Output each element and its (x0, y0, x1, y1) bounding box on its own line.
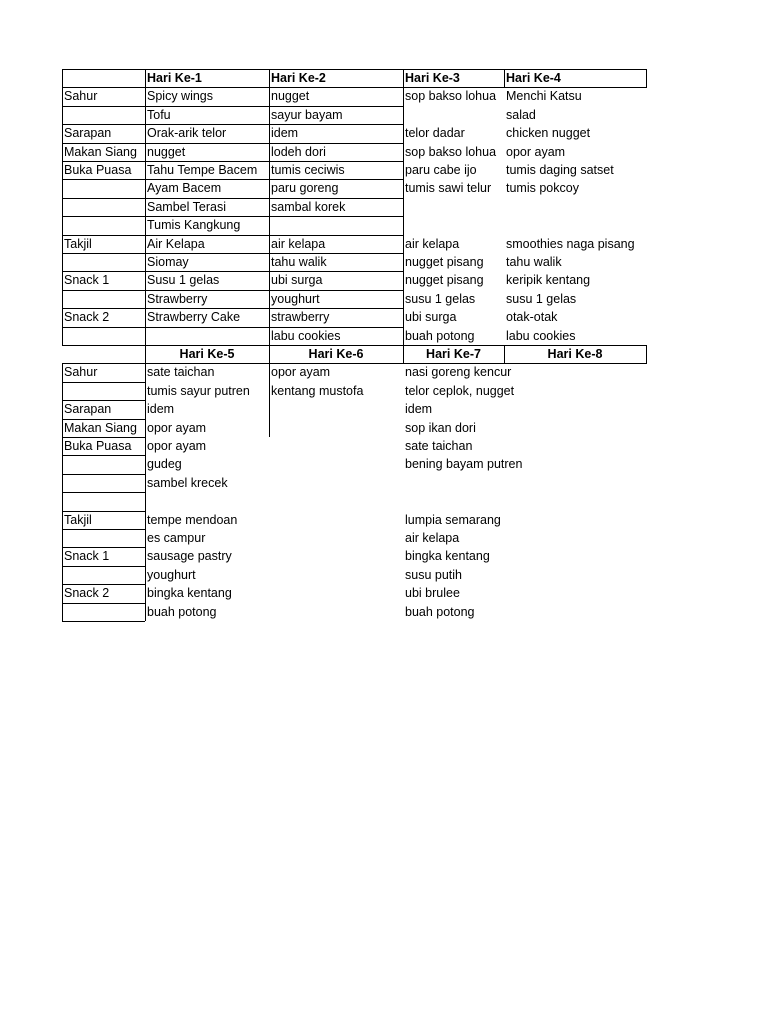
t2-cell-r0-c1: sate taichan (147, 365, 215, 380)
t1-cell-r9-c1: Siomay (147, 255, 189, 269)
t1-c0-hline-0 (62, 69, 145, 70)
t1-header-2: Hari Ke-2 (271, 71, 326, 85)
t1-cell-r0-c3: sop bakso lohua (405, 89, 497, 104)
t1-header-3: Hari Ke-3 (405, 71, 460, 85)
t1-cell-r11-c1: Strawberry (147, 291, 208, 306)
t1-cell-r4-c4: tumis daging satset (506, 163, 614, 177)
t2-cell-r0-c0: Sahur (64, 365, 98, 380)
t2-cell-r4-c1: opor ayam (147, 439, 207, 453)
t1-cell-r10-c0: Snack 1 (64, 273, 110, 288)
t1-cell-r2-c1: Orak-arik telor (147, 126, 227, 141)
t2-c0-hline-12 (62, 566, 145, 567)
t2-cell-r8-c0: Takjil (64, 512, 92, 527)
t1-cell-r0-c1: Spicy wings (147, 89, 213, 104)
t1-header-4: Hari Ke-4 (506, 71, 561, 85)
t1-cell-r1-c2: sayur bayam (271, 107, 343, 122)
t2-cell-r6-c1: sambel krecek (147, 475, 228, 490)
t2-cell-r1-c2: kentang mustofa (271, 383, 364, 398)
t1-cell-r0-c0: Sahur (64, 89, 98, 104)
t2-cell-r3-c0: Makan Siang (64, 420, 137, 435)
t1-c0-hline-12 (62, 290, 145, 291)
t1-c0-hline-8 (62, 216, 145, 217)
t1-cell-r10-c4: keripik kentang (506, 273, 591, 288)
t1-cell-r10-c3: nugget pisang (405, 273, 484, 288)
t1-cell-r3-c0: Makan Siang (64, 144, 137, 159)
t1-cell-r3-c2: lodeh dori (271, 144, 326, 159)
t2-cell-r12-c0: Snack 2 (64, 586, 110, 601)
t1-cell-r1-c4: salad (506, 107, 536, 122)
t1-cell-r3-c1: nugget (147, 144, 186, 159)
t1-cell-r4-c1: Tahu Tempe Bacem (147, 163, 258, 177)
t1-cell-r12-c0: Snack 2 (64, 310, 110, 325)
t1-cell-r12-c4: otak-otak (506, 310, 558, 325)
t2-header-1: Hari Ke-5 (179, 347, 235, 361)
t2-cell-r12-c3: ubi brulee (405, 586, 460, 601)
t1-cell-r3-c4: opor ayam (506, 144, 566, 159)
t1-c2-hline-8 (269, 216, 403, 217)
t1-cell-r13-c2: labu cookies (271, 328, 341, 343)
t2-cell-r4-c0: Buka Puasa (64, 439, 132, 453)
t1-cell-r12-c3: ubi surga (405, 310, 457, 325)
t2-cell-r8-c3: lumpia semarang (405, 512, 501, 527)
t1-cell-r5-c2: paru goreng (271, 181, 339, 196)
t2-cell-r3-c1: opor ayam (147, 420, 207, 435)
t2-cell-r12-c1: bingka kentang (147, 586, 232, 601)
t2-cell-r1-c1: tumis sayur putren (147, 383, 250, 398)
t2-cell-r1-c3: telor ceplok, nugget (405, 383, 515, 398)
t1-cell-r6-c2: sambal korek (271, 199, 346, 214)
t1-header-1: Hari Ke-1 (147, 71, 202, 85)
t1-cell-r9-c3: nugget pisang (405, 255, 484, 269)
t1-cell-r0-c4: Menchi Katsu (506, 89, 582, 104)
t1-cell-r4-c2: tumis ceciwis (271, 163, 345, 177)
t1-cell-r2-c3: telor dadar (405, 126, 465, 141)
t1-cell-r4-c0: Buka Puasa (64, 163, 132, 177)
t1-cell-r5-c3: tumis sawi telur (405, 181, 492, 196)
t2-cell-r5-c1: gudeg (147, 457, 182, 472)
t1-cell-r13-c3: buah potong (405, 328, 475, 343)
t1-cell-r8-c4: smoothies naga pisang (506, 236, 635, 251)
t2-c0-hline-2 (62, 382, 145, 383)
t2-cell-r11-c3: susu putih (405, 567, 462, 582)
t1-cell-r8-c0: Takjil (64, 236, 92, 251)
t1-cell-r11-c4: susu 1 gelas (506, 291, 577, 306)
t2-cell-r13-c3: buah potong (405, 604, 475, 619)
t1-c0-hline-15 (62, 345, 145, 346)
t1-c0-hline-7 (62, 198, 145, 199)
t1-cell-r11-c3: susu 1 gelas (405, 291, 476, 306)
t2-cell-r0-c3: nasi goreng kencur (405, 365, 512, 380)
t1-cell-r3-c3: sop bakso lohua (405, 144, 497, 159)
t2-cell-r10-c0: Snack 1 (64, 549, 110, 564)
t2-cell-r2-c1: idem (147, 402, 175, 417)
t2-c0-hline-7 (62, 474, 145, 475)
t2-c0-hline-8 (62, 492, 145, 493)
t1-cell-r8-c3: air kelapa (405, 236, 460, 251)
t1-cell-r5-c4: tumis pokcoy (506, 181, 579, 196)
t1-cell-r5-c1: Ayam Bacem (147, 181, 222, 196)
t2-c0-hline-10 (62, 529, 145, 530)
t1-cell-r0-c2: nugget (271, 89, 310, 104)
t2-cell-r9-c1: es campur (147, 531, 206, 545)
t1-cell-r9-c4: tahu walik (506, 255, 562, 269)
t1-cell-r10-c1: Susu 1 gelas (147, 273, 220, 288)
t1-cell-r8-c2: air kelapa (271, 236, 326, 251)
t1-cell-r2-c4: chicken nugget (506, 126, 591, 141)
t2-cell-r10-c3: bingka kentang (405, 549, 490, 564)
t2-cell-r3-c3: sop ikan dori (405, 420, 476, 435)
t1-cell-r12-c2: strawberry (271, 310, 330, 325)
t2-cell-r4-c3: sate taichan (405, 439, 473, 453)
t2-header-3: Hari Ke-7 (426, 347, 481, 361)
t2-cell-r9-c3: air kelapa (405, 531, 460, 545)
t2-cell-r13-c1: buah potong (147, 604, 217, 619)
t1-cell-r8-c1: Air Kelapa (147, 236, 205, 251)
t1-cell-r12-c1: Strawberry Cake (147, 310, 241, 325)
t2-cell-r0-c2: opor ayam (271, 365, 331, 380)
t1-c0-hline-6 (62, 179, 145, 180)
t2-c0-hline-15 (62, 621, 145, 622)
t1-c0-hline-14 (62, 327, 145, 328)
t2-cell-r11-c1: youghurt (147, 567, 196, 582)
t2-header-4: Hari Ke-8 (547, 347, 603, 361)
t2-c0-hline-6 (62, 455, 145, 456)
t1-cell-r9-c2: tahu walik (271, 255, 327, 269)
t2-cell-r2-c3: idem (405, 402, 433, 417)
t2-cell-r5-c3: bening bayam putren (405, 457, 523, 472)
t1-cell-r2-c2: idem (271, 126, 299, 141)
t1-cell-r10-c2: ubi surga (271, 273, 323, 288)
t2-cell-r8-c1: tempe mendoan (147, 512, 238, 527)
t1-cell-r11-c2: youghurt (271, 291, 320, 306)
t1-cell-r13-c4: labu cookies (506, 328, 576, 343)
t1-cell-r7-c1: Tumis Kangkung (147, 218, 241, 233)
t1-cell-r6-c1: Sambel Terasi (147, 199, 226, 214)
t1-c0-hline-10 (62, 253, 145, 254)
t2-cell-r10-c1: sausage pastry (147, 549, 232, 564)
t2-header-2: Hari Ke-6 (308, 347, 364, 361)
t1-cell-r2-c0: Sarapan (64, 126, 112, 141)
t1-c0-hline-2 (62, 106, 145, 107)
t1-c1-hline-14 (145, 327, 269, 328)
t1-c0-left (62, 69, 63, 345)
t2-c0-hline-14 (62, 603, 145, 604)
t2-cell-r2-c0: Sarapan (64, 402, 112, 417)
t1-header-vline-5 (646, 69, 647, 88)
t2-header-vline-4 (646, 345, 647, 364)
t1-cell-r4-c3: paru cabe ijo (405, 163, 477, 177)
t1-cell-r1-c1: Tofu (147, 107, 171, 122)
